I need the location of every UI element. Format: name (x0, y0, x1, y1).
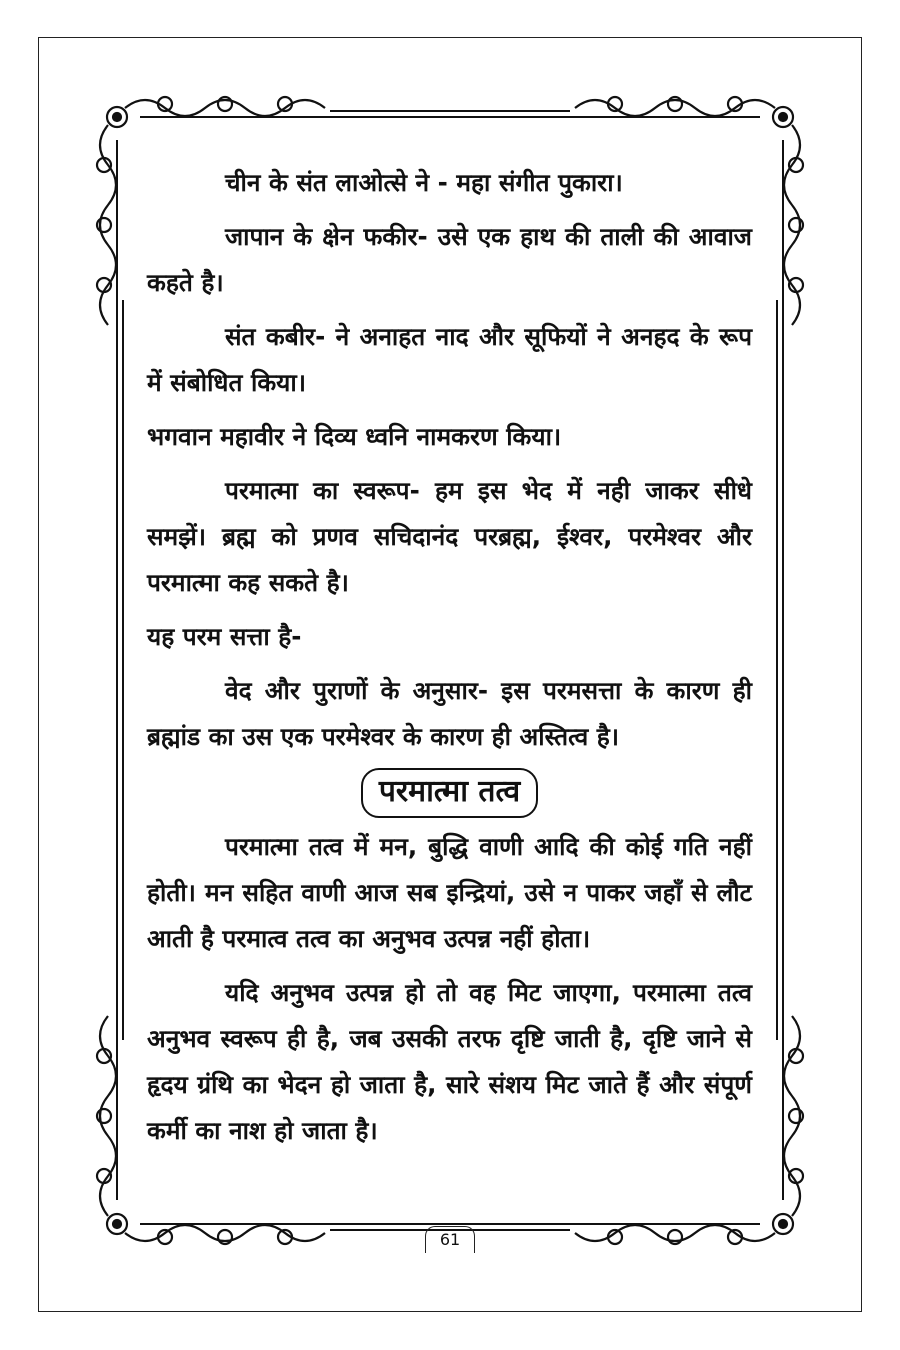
section-heading-wrapper (147, 768, 752, 818)
paragraph-kabir: संत कबीर- ने अनाहत नाद और सूफियों ने अनहद के रूप में संबोधित किया। (147, 322, 752, 397)
page-content (147, 160, 752, 1162)
paragraph-anubhav: यदि अनुभव उत्पन्न हो तो वह मिट जाएगा, परमात्मा तत्व अनुभव स्वरूप ही है, जब उसकी तरफ दृष्टि जाती है, दृष्टि जाने से हृदय ग्रंथि का भेदन हो जाता है, सारे संशय मिट जाते हैं और संपूर्ण कर्मी का नाश हो जाता है। (147, 978, 752, 1145)
paragraph-ved-puran: वेद और पुराणों के अनुसार- इस परमसत्ता के कारण ही ब्रह्मांड का उस एक परमेश्वर के कारण ही अस्तित्व है। (147, 676, 752, 751)
section-heading: परमात्मा तत्व (361, 768, 538, 818)
paragraph-mahavir: भगवान महावीर ने दिव्य ध्वनि नामकरण किया। (147, 422, 562, 451)
page-number: 61 (425, 1226, 475, 1253)
paragraph-paramatma-swaroop: परमात्मा का स्वरूप- हम इस भेद में नही जाकर सीधे समझें। ब्रह्म को प्रणव सचिदानंद परब्रह्म, ईश्वर, परमेश्वर और परमात्मा कह सकते है। (147, 476, 752, 597)
paragraph-lao-tzu: चीन के संत लाओत्से ने - महा संगीत पुकारा। (225, 168, 623, 197)
paragraph-param-satta: यह परम सत्ता है- (147, 622, 302, 651)
paragraph-zen-fakir: जापान के क्षेन फकीर- उसे एक हाथ की ताली की आवाज कहते है। (147, 222, 752, 297)
paragraph-paramatma-tattva: परमात्मा तत्व में मन, बुद्धि वाणी आदि की कोई गति नहीं होती। मन सहित वाणी आज सब इन्द्रियां, उसे न पाकर जहाँ से लौट आती है परमात्व तत्व का अनुभव उत्पन्न नहीं होता। (147, 832, 752, 953)
